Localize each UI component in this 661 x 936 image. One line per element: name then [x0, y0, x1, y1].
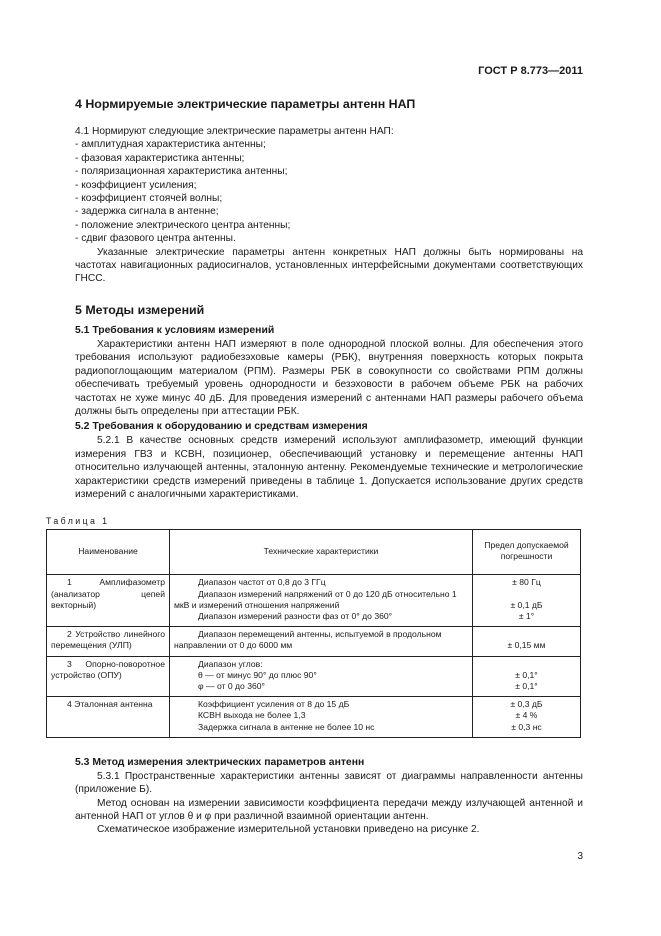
error-value: ± 1° [518, 610, 535, 621]
error-value: ± 0,1° [515, 669, 538, 680]
spec-line: Диапазон углов: [198, 658, 263, 669]
table-header-row [47, 530, 581, 575]
table-row [47, 627, 581, 656]
error-value: ± 0,15 мм [507, 640, 546, 651]
spec-line: Диапазон перемещений антенны, испытуемой в продольном направлении от 0 до 6000 мм [174, 629, 442, 651]
row-name: 1 Амплифазометр (анализатор цепей векторный) [51, 577, 165, 610]
row-name: 4 Эталонная антенна [67, 699, 153, 710]
parameter-list [75, 138, 583, 245]
list-item: - амплитудная характеристика антенны; [75, 139, 266, 151]
section-5-3-title: 5.3 Метод измерения электрических параметров антенн [75, 756, 365, 768]
list-item: - фазовая характеристика антенны; [75, 152, 245, 164]
error-value: ± 0,1° [515, 680, 538, 691]
section-5-3-p2: Метод основан на измерении зависимости коэффициента передачи между излучающей антенной и антенной НАП от углов θ и φ при различной взаимной ориентации антенн. [75, 797, 583, 822]
spec-line: Диапазон частот от 0,8 до 3 ГГц [198, 577, 326, 588]
error-value: ± 4 % [515, 710, 538, 721]
spec-line: θ — от минус 90° до плюс 90° [198, 669, 317, 680]
page-number: 3 [577, 851, 583, 862]
error-value: ± 0,1 дБ [510, 599, 543, 610]
spec-line: Диапазон измерений напряжений от 0 до 120 дБ относительно 1 мкВ и измерений отношения напряжений [174, 588, 457, 610]
spec-line: Задержка сигнала в антенне не более 10 нс [198, 721, 375, 732]
header-specs: Технические характеристики [170, 530, 473, 575]
header-name: Наименование [47, 530, 170, 575]
list-item: - коэффициент усиления; [75, 179, 197, 191]
row-name: 2 Устройство линейного перемещения (УЛП) [51, 629, 165, 651]
row-name: 3 Опорно-поворотное устройство (ОПУ) [51, 658, 165, 680]
page-content [46, 96, 583, 837]
list-item: - задержка сигнала в антенне; [75, 206, 219, 218]
spec-line: φ — от 0 до 360° [198, 680, 265, 691]
equipment-table [46, 529, 581, 737]
section-5-2-title: 5.2 Требования к оборудованию и средствам измерения [75, 421, 368, 433]
error-value: ± 80 Гц [512, 577, 541, 588]
section-4-intro: 4.1 Нормируют следующие электрические параметры антенн НАП: [75, 126, 394, 137]
section-4-closing: Указанные электрические параметры антенн конкретных НАП должны быть нормированы на частотах навигационных радиосигналов, установленных интерфейсными документами соответствующих ГНСС. [75, 246, 583, 285]
spec-line: КСВН выхода не более 1,3 [198, 710, 306, 721]
section-5-3-p1: 5.3.1 Пространственные характеристики антенны зависят от диаграммы направленности антенны (приложение Б). [75, 770, 583, 796]
section-4-title: 4 Нормируемые электрические параметры антенн НАП [75, 97, 416, 111]
spec-line: Диапазон измерений разности фаз от 0° до 360° [198, 610, 393, 621]
list-item: - поляризационная характеристика антенны; [75, 166, 288, 178]
document-id: ГОСТ Р 8.773—2011 [478, 65, 583, 77]
header-error: Предел допускаемой погрешности [473, 530, 581, 575]
table-row [47, 575, 581, 627]
error-value: ± 0,3 нс [511, 721, 542, 732]
list-item: - коэффициент стоячей волны; [75, 193, 223, 205]
table-row [47, 697, 581, 738]
list-item: - положение электрического центра антенны; [75, 219, 291, 231]
list-item: - сдвиг фазового центра антенны. [75, 233, 236, 245]
spec-line: Коэффициент усиления от 8 до 15 дБ [198, 699, 350, 710]
section-5-title: 5 Методы измерений [75, 302, 205, 317]
table-row [47, 656, 581, 697]
section-5-1-title: 5.1 Требования к условиям измерений [75, 324, 275, 336]
section-5-3-p3: Схематическое изображение измерительной установки приведено на рисунке 2. [97, 824, 480, 836]
section-5-2-text: 5.2.1 В качестве основных средств измерений используют амплифазометр, имеющий функции измерения ГВЗ и КСВН, позиционер, обеспечивающий установку и перемещение антенны НАП относительно излучающей антенны, эталонную антенну. Рекомендуемые технические и метрологические характеристики средств измерений приведены в таблице 1. Допускается использование других средств измерений с аналогичными характеристиками. [75, 435, 583, 500]
table-caption: Таблица 1 [46, 516, 110, 527]
error-value: ± 0,3 дБ [510, 699, 543, 710]
section-5-1-text: Характеристики антенн НАП измеряют в поле однородной плоской волны. Для обеспечения этого требования используют радиобезэховые камеры (РБК), внутренняя поверхность которых покрыта радиопоглощающим материалом (РПМ). Размеры РБК в совокупности со свойствами РПМ должны обеспечивать требуемый уровень однородности и безэховости в рабочем объеме РБК на рабочих частотах не хуже минус 40 дБ. Для проведения измерений с антеннами НАП размеры рабочего объема должны быть определены при аттестации РБК. [75, 338, 583, 417]
